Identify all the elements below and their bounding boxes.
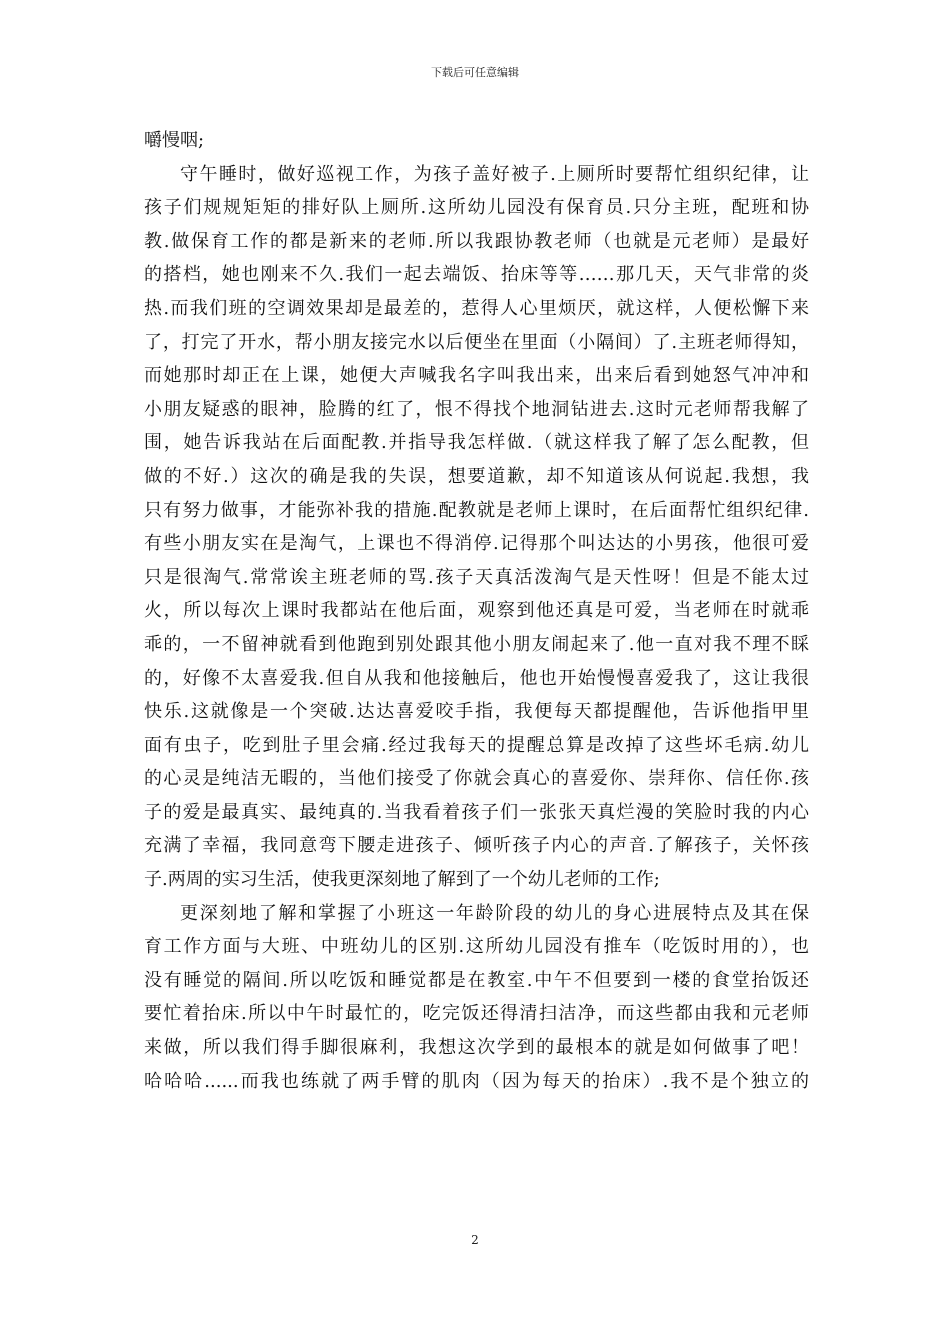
text-line: 小朋友疑惑的眼神，脸腾的红了，恨不得找个地洞钻进去.这时元老师帮我解了 <box>144 398 809 420</box>
text-line: 有些小朋友实在是淘气，上课也不得消停.记得那个叫达达的小男孩，他很可爱 <box>144 533 809 555</box>
text-line: 热.而我们班的空调效果却是最差的，惹得人心里烦厌，就这样，人便松懈下来 <box>144 297 809 319</box>
text-line: 要忙着抬床.所以中午时最忙的，吃完饭还得清扫洁净，而这些都由我和元老师 <box>144 1003 809 1025</box>
text-line: 子.两周的实习生活，使我更深刻地了解到了一个幼儿老师的工作; <box>144 869 660 891</box>
text-line: 来做，所以我们得手脚很麻利，我想这次学到的最根本的就是如何做事了吧！ <box>144 1037 809 1059</box>
text-line: 围，她告诉我站在后面配教.并指导我怎样做.（就这样我了解了怎么配教，但 <box>144 432 809 454</box>
text-line: 火，所以每次上课时我都站在他后面，观察到他还真是可爱，当老师在时就乖 <box>144 600 809 622</box>
text-line: 育工作方面与大班、中班幼儿的区别.这所幼儿园没有推车（吃饭时用的），也 <box>144 936 809 958</box>
document-body <box>144 124 809 1098</box>
text-line: 没有睡觉的隔间.所以吃饭和睡觉都是在教室.中午不但要到一楼的食堂抬饭还 <box>144 969 809 991</box>
text-line: 了，打完了开水，帮小朋友接完水以后便坐在里面（小隔间）了.主班老师得知， <box>144 331 809 353</box>
text-line: 孩子们规规矩矩的排好队上厕所.这所幼儿园没有保育员.只分主班，配班和协 <box>144 197 809 219</box>
text-line: 只有努力做事，才能弥补我的措施.配教就是老师上课时，在后面帮忙组织纪律. <box>144 499 809 521</box>
text-line: 哈哈哈......而我也练就了两手臂的肌肉（因为每天的抬床）.我不是个独立的 <box>144 1070 809 1092</box>
text-line: 教.做保育工作的都是新来的老师.所以我跟协教老师（也就是元老师）是最好 <box>144 230 809 252</box>
paragraph <box>144 158 809 897</box>
text-line: 的搭档，她也刚来不久.我们一起去端饭、抬床等等……那几天，天气非常的炎 <box>144 264 809 286</box>
paragraph <box>144 897 809 1099</box>
text-line: 面有虫子，吃到肚子里会痛.经过我每天的提醒总算是改掉了这些坏毛病.幼儿 <box>144 734 809 756</box>
text-line: 做的不好.）这次的确是我的失误，想要道歉，却不知道该从何说起.我想，我 <box>144 465 809 487</box>
text-line: 守午睡时，做好巡视工作，为孩子盖好被子.上厕所时要帮忙组织纪律，让 <box>180 163 809 185</box>
paragraph <box>144 124 809 158</box>
text-line: 快乐.这就像是一个突破.达达喜爱咬手指，我便每天都提醒他，告诉他指甲里 <box>144 701 809 723</box>
text-line: 充满了幸福，我同意弯下腰走进孩子、倾听孩子内心的声音.了解孩子，关怀孩 <box>144 835 809 857</box>
text-line: 的心灵是纯洁无暇的，当他们接受了你就会真心的喜爱你、崇拜你、信任你.孩 <box>144 768 809 790</box>
text-line: 乖的，一不留神就看到他跑到别处跟其他小朋友闹起来了.他一直对我不理不睬 <box>144 633 809 655</box>
text-line: 只是很淘气.常常诶主班老师的骂.孩子天真活泼淘气是天性呀！但是不能太过 <box>144 566 809 588</box>
page-number: 2 <box>471 1233 479 1247</box>
text-line: 更深刻地了解和掌握了小班这一年龄阶段的幼儿的身心进展特点及其在保 <box>180 902 809 924</box>
text-line: 子的爱是最真实、最纯真的.当我看着孩子们一张张天真烂漫的笑脸时我的内心 <box>144 801 809 823</box>
text-line: 而她那时却正在上课，她便大声喊我名字叫我出来，出来后看到她怒气冲冲和 <box>144 365 809 387</box>
text-line: 的，好像不太喜爱我.但自从我和他接触后，他也开始慢慢喜爱我了，这让我很 <box>144 667 809 689</box>
page-header: 下载后可任意编辑 <box>431 66 519 79</box>
text-line: 嚼慢咽; <box>144 130 205 151</box>
